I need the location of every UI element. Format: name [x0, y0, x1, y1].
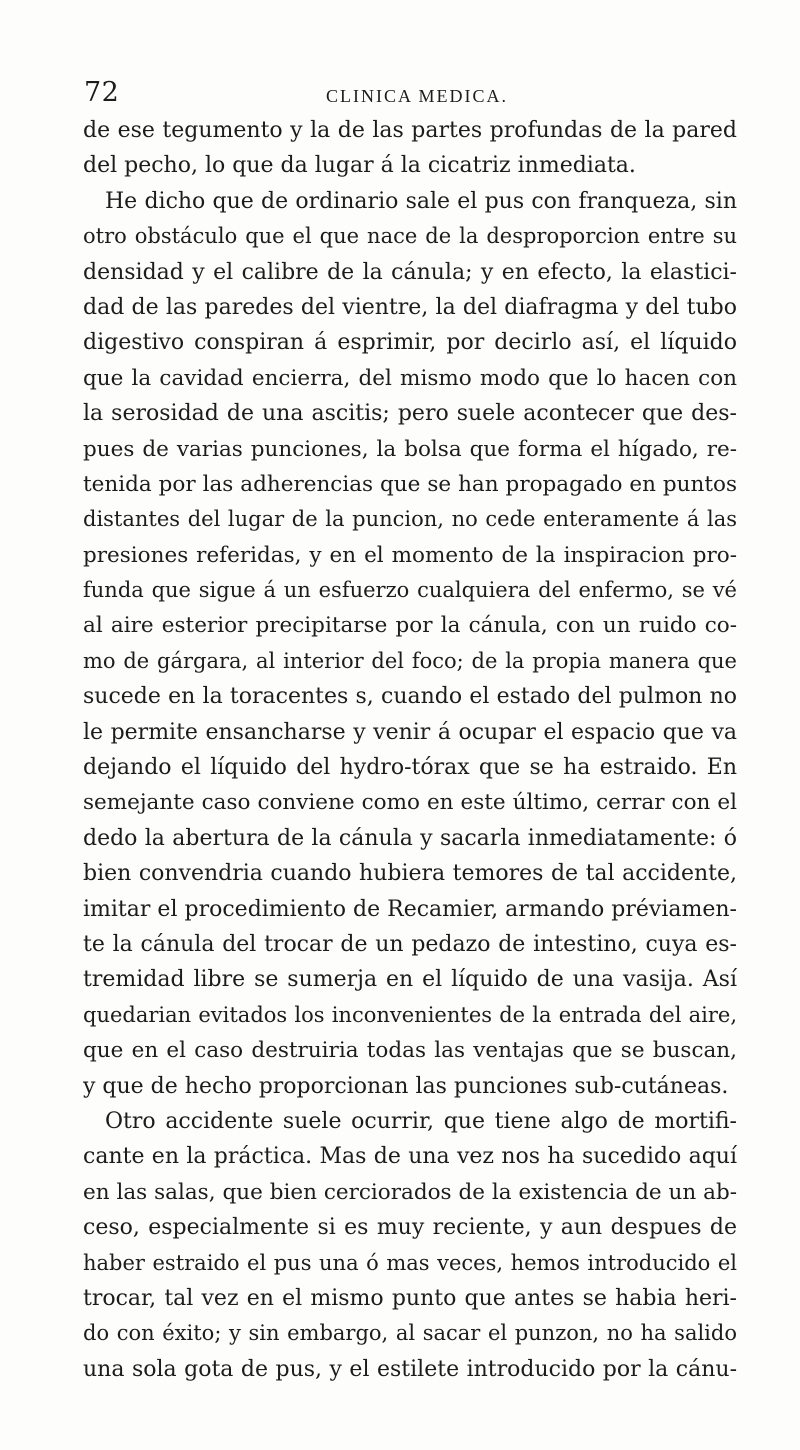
text-line: pues de varias punciones, la bolsa que forma el hígado, re- [83, 436, 737, 462]
text-line: y que de hecho proporcionan las punciones sub-cutáneas. [83, 1073, 729, 1099]
text-line: tremidad libre se sumerja en el líquido de una vasija. Así [83, 967, 737, 993]
text-line: do con éxito; y sin embargo, al sacar el punzon, no ha salido [83, 1321, 737, 1346]
text-line: que en el caso destruiria todas las ventajas que se buscan, [83, 1038, 737, 1064]
text-line: distantes del lugar de la puncion, no cede enteramente á las [83, 507, 737, 532]
paragraph-start-line: He dicho que de ordinario sale el pus con franqueza, sin [105, 188, 737, 214]
text-line: al aire esterior precipitarse por la cánula, con un ruido co- [83, 613, 737, 639]
text-line: dedo la abertura de la cánula y sacarla inmediatamente: ó [83, 825, 737, 851]
text-line: funda que sigue á un esfuerzo cualquiera del enfermo, se vé [83, 578, 737, 603]
text-line: una sola gota de pus, y el estilete introducido por la cánu- [83, 1356, 737, 1382]
text-line: otro obstáculo que el que nace de la desproporcion entre su [83, 224, 737, 249]
text-line: semejante caso conviene como en este último, cerrar con el [83, 790, 737, 816]
text-line: ceso, especialmente si es muy reciente, y aun despues de [83, 1215, 737, 1241]
text-line: te la cánula del trocar de un pedazo de intestino, cuya es- [83, 931, 737, 957]
text-line: cante en la práctica. Mas de una vez nos ha sucedido aquí [83, 1144, 737, 1170]
text-line: presiones referidas, y en el momento de la inspiracion pro- [83, 542, 737, 568]
body-text [83, 113, 737, 1387]
text-line: digestivo conspiran á esprimir, por decirlo así, el líquido [83, 330, 737, 356]
text-line: imitar el procedimiento de Recamier, armando préviamen- [83, 896, 737, 922]
page-number: 72 [84, 77, 120, 108]
paragraph-start-line: Otro accidente suele ocurrir, que tiene algo de mortifi- [105, 1108, 737, 1134]
text-line: de ese tegumento y la de las partes profundas de la pared [83, 118, 737, 143]
running-head: CLINICA MEDICA. [326, 86, 508, 106]
text-line: quedarian evitados los inconvenientes de la entrada del aire, [83, 1002, 737, 1027]
text-line: dejando el líquido del hydro-tórax que se ha estraido. En [83, 755, 737, 781]
text-line: haber estraido el pus una ó mas veces, hemos introducido el [83, 1250, 737, 1275]
text-line: le permite ensancharse y venir á ocupar el espacio que va [83, 719, 737, 745]
text-line: trocar, tal vez en el mismo punto que antes se habia heri- [83, 1285, 737, 1311]
text-line: en las salas, que bien cerciorados de la existencia de un ab- [83, 1179, 737, 1205]
text-line: tenida por las adherencias que se han propagado en puntos [83, 471, 737, 497]
text-line: sucede en la toracentes s, cuando el estado del pulmon no [83, 684, 737, 710]
text-line: bien convendria cuando hubiera temores de tal accidente, [83, 861, 737, 887]
text-line: que la cavidad encierra, del mismo modo que lo hacen con [83, 365, 737, 391]
text-line: la serosidad de una ascitis; pero suele acontecer que des- [83, 401, 737, 427]
text-line: dad de las paredes del vientre, la del diafragma y del tubo [83, 294, 737, 320]
text-line: densidad y el calibre de la cánula; y en efecto, la elastici- [83, 259, 737, 285]
text-line: del pecho, lo que da lugar á la cicatriz inmediata. [83, 153, 636, 179]
text-line: mo de gárgara, al interior del foco; de la propia manera que [83, 648, 737, 673]
